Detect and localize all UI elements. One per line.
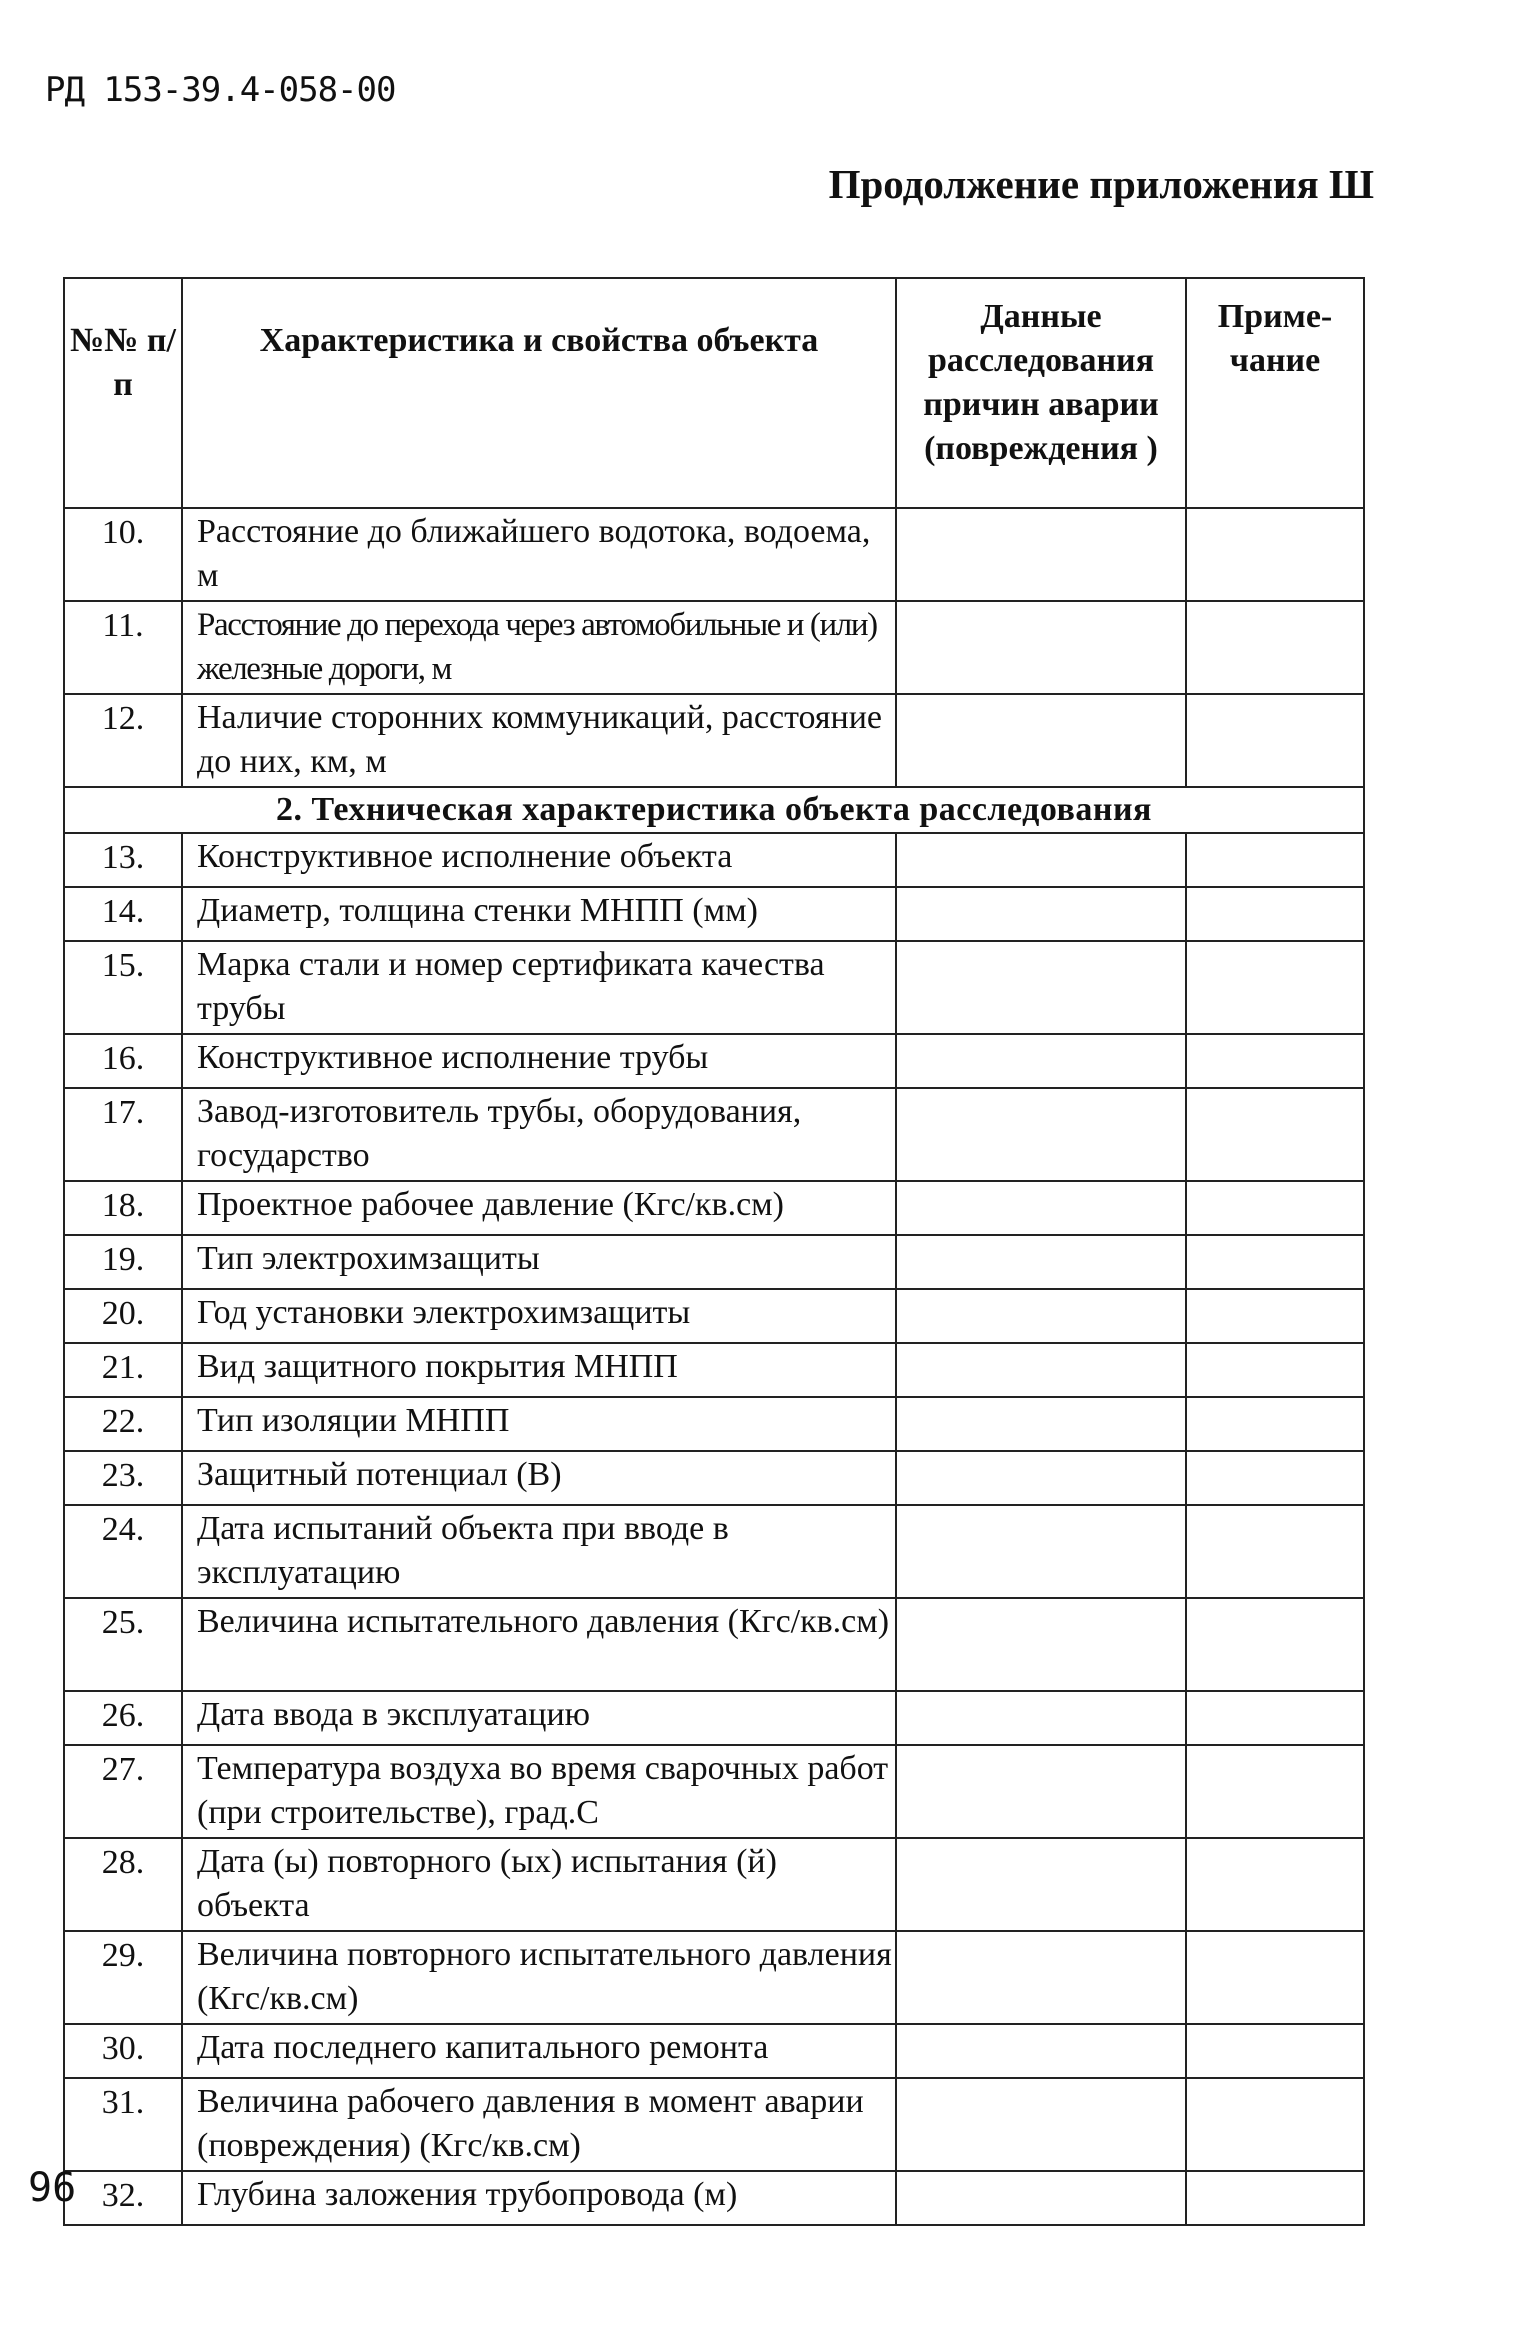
row-data-cell [896,1598,1186,1691]
row-note-cell [1186,887,1364,941]
row-characteristic: Дата испытаний объекта при вводе в эксплуатацию [182,1505,896,1598]
row-number: 16. [64,1034,182,1088]
table-header-row [64,278,1364,508]
table-row [64,601,1364,694]
row-note-cell [1186,1598,1364,1691]
row-note-cell [1186,1289,1364,1343]
row-number: 13. [64,833,182,887]
table-row [64,1397,1364,1451]
row-note-cell [1186,1505,1364,1598]
table-row [64,833,1364,887]
table-row [64,887,1364,941]
row-data-cell [896,2171,1186,2225]
table-row [64,694,1364,787]
row-data-cell [896,1505,1186,1598]
row-note-cell [1186,1034,1364,1088]
row-characteristic: Глубина заложения трубопровода (м) [182,2171,896,2225]
header-investigation-data: Данные расследования причин аварии (повреждения ) [896,278,1186,508]
row-characteristic: Конструктивное исполнение трубы [182,1034,896,1088]
row-note-cell [1186,1838,1364,1931]
table-row [64,1451,1364,1505]
row-number: 29. [64,1931,182,2024]
row-note-cell [1186,1691,1364,1745]
row-note-cell [1186,2078,1364,2171]
row-characteristic: Дата ввода в эксплуатацию [182,1691,896,1745]
row-note-cell [1186,1745,1364,1838]
row-number: 27. [64,1745,182,1838]
row-data-cell [896,1931,1186,2024]
row-note-cell [1186,694,1364,787]
table-row [64,1181,1364,1235]
row-number: 25. [64,1598,182,1691]
document-code: РД 153-39.4-058-00 [45,70,396,110]
table-row [64,2171,1364,2225]
row-characteristic: Величина повторного испытательного давления (Кгс/кв.см) [182,1931,896,2024]
table-row [64,1289,1364,1343]
row-characteristic: Величина рабочего давления в момент аварии (повреждения) (Кгс/кв.см) [182,2078,896,2171]
table-row [64,1343,1364,1397]
row-number: 19. [64,1235,182,1289]
table-row [64,1034,1364,1088]
row-note-cell [1186,601,1364,694]
table-row [64,1505,1364,1598]
row-number: 30. [64,2024,182,2078]
row-number: 17. [64,1088,182,1181]
row-characteristic: Наличие сторонних коммуникаций, расстояние до них, км, м [182,694,896,787]
row-number: 11. [64,601,182,694]
row-data-cell [896,1838,1186,1931]
page-number: 96 [28,2165,77,2211]
row-data-cell [896,833,1186,887]
row-data-cell [896,1181,1186,1235]
continuation-title: Продолжение приложения Ш [828,161,1374,207]
table-row [64,508,1364,601]
row-note-cell [1186,1451,1364,1505]
header-characteristic: Характеристика и свойства объекта [182,278,896,508]
table-row [64,1691,1364,1745]
row-characteristic: Конструктивное исполнение объекта [182,833,896,887]
row-note-cell [1186,1931,1364,2024]
row-data-cell [896,941,1186,1034]
row-data-cell [896,601,1186,694]
row-note-cell [1186,1181,1364,1235]
row-characteristic: Тип изоляции МНПП [182,1397,896,1451]
row-characteristic: Дата последнего капитального ремонта [182,2024,896,2078]
row-number: 12. [64,694,182,787]
row-data-cell [896,1691,1186,1745]
row-characteristic: Год установки электрохимзащиты [182,1289,896,1343]
row-note-cell [1186,941,1364,1034]
row-characteristic: Марка стали и номер сертификата качества трубы [182,941,896,1034]
characteristics-table [63,277,1365,2226]
row-note-cell [1186,1235,1364,1289]
row-note-cell [1186,1397,1364,1451]
header-note: Приме-чание [1186,278,1364,508]
row-number: 32. [64,2171,182,2225]
row-data-cell [896,694,1186,787]
header-number: №№ п/п [64,278,182,508]
row-number: 24. [64,1505,182,1598]
row-number: 21. [64,1343,182,1397]
table-row [64,2078,1364,2171]
row-data-cell [896,887,1186,941]
row-note-cell [1186,508,1364,601]
table-row [64,1598,1364,1691]
row-number: 23. [64,1451,182,1505]
table-row [64,2024,1364,2078]
row-number: 22. [64,1397,182,1451]
row-number: 31. [64,2078,182,2171]
row-characteristic: Величина испытательного давления (Кгс/кв.см) [182,1598,896,1691]
row-data-cell [896,1088,1186,1181]
row-characteristic: Завод-изготовитель трубы, оборудования, государство [182,1088,896,1181]
row-characteristic: Дата (ы) повторного (ых) испытания (й) объекта [182,1838,896,1931]
table-row [64,1745,1364,1838]
row-characteristic: Вид защитного покрытия МНПП [182,1343,896,1397]
table-row [64,1931,1364,2024]
row-characteristic: Защитный потенциал (В) [182,1451,896,1505]
table-row [64,941,1364,1034]
row-data-cell [896,1745,1186,1838]
row-data-cell [896,1343,1186,1397]
row-note-cell [1186,1343,1364,1397]
row-note-cell [1186,2171,1364,2225]
row-characteristic: Температура воздуха во время сварочных работ (при строительстве), град.С [182,1745,896,1838]
row-note-cell [1186,833,1364,887]
row-number: 10. [64,508,182,601]
row-number: 18. [64,1181,182,1235]
row-number: 14. [64,887,182,941]
section-title: 2. Техническая характеристика объекта расследования [64,787,1364,833]
row-characteristic: Диаметр, толщина стенки МНПП (мм) [182,887,896,941]
row-data-cell [896,1289,1186,1343]
table-row [64,1088,1364,1181]
table-row [64,1838,1364,1931]
row-data-cell [896,1034,1186,1088]
row-number: 15. [64,941,182,1034]
row-note-cell [1186,1088,1364,1181]
row-characteristic: Расстояние до перехода через автомобильные и (или) железные дороги, м [182,601,896,694]
table-row [64,1235,1364,1289]
row-characteristic: Расстояние до ближайшего водотока, водоема, м [182,508,896,601]
row-data-cell [896,1451,1186,1505]
row-data-cell [896,1235,1186,1289]
row-data-cell [896,508,1186,601]
row-data-cell [896,1397,1186,1451]
row-data-cell [896,2024,1186,2078]
row-number: 20. [64,1289,182,1343]
row-characteristic: Проектное рабочее давление (Кгс/кв.см) [182,1181,896,1235]
row-number: 26. [64,1691,182,1745]
section-row [64,787,1364,833]
row-characteristic: Тип электрохимзащиты [182,1235,896,1289]
row-number: 28. [64,1838,182,1931]
row-data-cell [896,2078,1186,2171]
row-note-cell [1186,2024,1364,2078]
